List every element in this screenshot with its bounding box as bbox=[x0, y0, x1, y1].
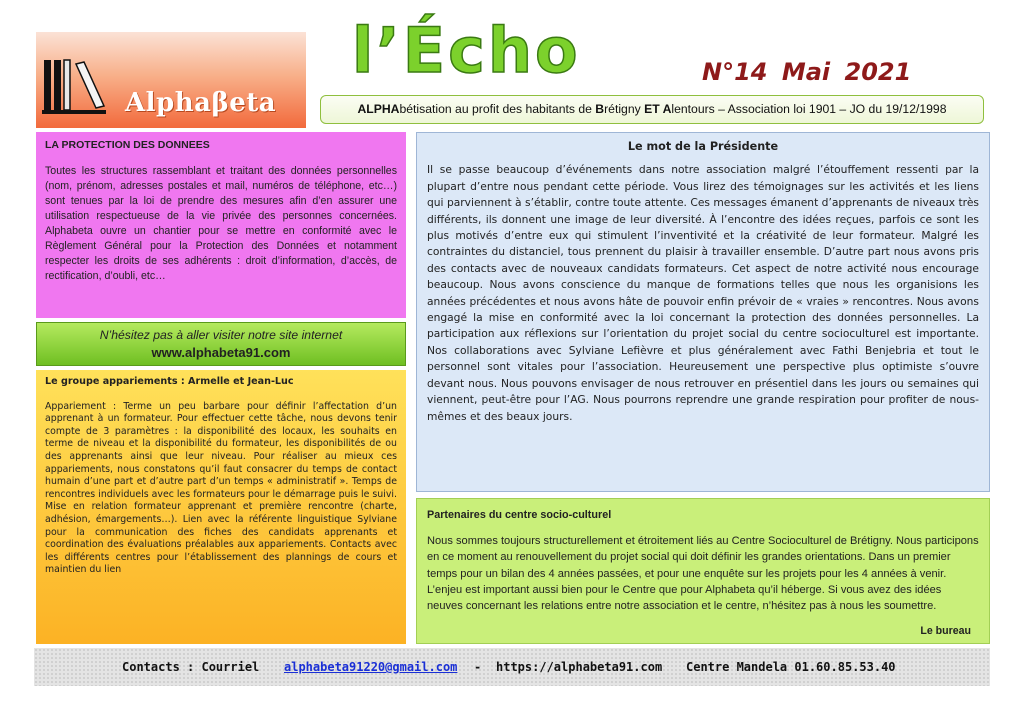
visit-website-banner bbox=[36, 322, 406, 366]
subtitle-part: lentours – Association loi 1901 – JO du 19/12/1998 bbox=[671, 102, 947, 116]
visit-text: N’hésitez pas à aller visiter notre site internet bbox=[99, 328, 343, 342]
subtitle-part: ET A bbox=[644, 102, 672, 116]
section-title: Partenaires du centre socio-culturel bbox=[427, 509, 612, 521]
issue-number: N°14 Mai 2021 bbox=[702, 58, 912, 86]
section-title: Le groupe appariements : Armelle et Jean-Luc bbox=[45, 376, 294, 387]
centre-phone: Centre Mandela 01.60.85.53.40 bbox=[686, 660, 896, 674]
president-message-section bbox=[416, 132, 990, 492]
partners-section bbox=[416, 498, 990, 644]
logo-text: Alphaβeta bbox=[125, 88, 277, 118]
website-url[interactable]: https://alphabeta91.com bbox=[496, 660, 663, 674]
subtitle-part: bétisation au profit des habitants de bbox=[399, 102, 596, 116]
section-text: Toutes les structures rassemblant et traitant des données personnelles (nom, prénom, adresses postales et mail, numéros de téléphone, etc…) sont tenues par la loi de prendre des mesures afin d’en assurer une utilisation respectueuse de la vie privée des personnes concernées. Alphabeta ouvre un chantier pour se mettre en conformité avec le Règlement Général pour la Protection des Données et notamment respecter les droits de ses adhérents : droit d’information, d’accès, de rectification, d’oubli, etc… bbox=[45, 165, 397, 282]
section-title: LA PROTECTION DES DONNEES bbox=[45, 139, 210, 151]
section-text: Nous sommes toujours structurellement et étroitement liés au Centre Socioculturel de Brétigny. Nous participons en ce moment au renouvellement du projet social qui doit définir les grandes orientations. Dans un premier temps pour un bilan des 4 années passées, et pour une enquête sur les projets pour les 4 années à venir. L’enjeu est important aussi bien pour le Centre que pour Alphabeta qu’il héberge. Si vous avez des idées neuves concernant les relations entre notre association et le centre, n’hésitez pas à nous les soumettre. bbox=[427, 535, 979, 613]
books-logo-icon bbox=[40, 56, 112, 116]
subtitle-part: B bbox=[595, 102, 605, 116]
section-text: Il se passe beaucoup d’événements dans notre association malgré l’étouffement ressenti par la plupart d’entre nous pendant cette période. Vous lirez des témoignages sur les activités et les liens qui parviennent à s’établir, contre toute attente. Ces messages émanent d’apprenants de niveaux très différents, ils donnent une image de leur diversité. À l’encontre des idées reçues, parfois ce sont les plus motivés d’entre eux qui stimulent l’inventivité et la créativité de leur formateur. Malgré les contraintes du distanciel, tous prennent du plaisir à travailler ensemble. D’autre part nous avons pris des contacts avec de nouveaux candidats formateurs. Cet aspect de notre activité nous encourage beaucoup. Nous avons conscience du manque de formations telles que nous les organisions les années précédentes et nous avons hâte de pouvoir enfin prévoir de « vraies » rencontres. Nous avons engagé la mise en conformité avec la loi concernant la protection des données personnelles. La participation aux réflexions sur l’orientation du projet social du centre socioculturel est importante. Nos collaborations avec Sylviane Lefièvre et plus généralement avec Fathi Benjebria et tout le personnel sont vitales pour l’association. Heureusement une perspective plus optimiste s’ouvre devant nous. Nous pouvons envisager de nous retrouver en présentiel dans les jours ou semaines qui viennent, peut-être pour l’AG. Nous pourrons reprendre une grande respiration pour profiter de nous-mêmes et des beaux jours. bbox=[427, 163, 979, 423]
subtitle-part: ALPHA bbox=[357, 102, 400, 116]
data-protection-section bbox=[36, 132, 406, 318]
website-link[interactable]: www.alphabeta91.com bbox=[151, 345, 291, 360]
footer-separator: - bbox=[474, 660, 482, 674]
association-subtitle bbox=[320, 95, 984, 124]
contacts-label: Contacts : Courriel bbox=[122, 660, 260, 674]
signature: Le bureau bbox=[920, 624, 971, 637]
email-link[interactable]: alphabeta91220@gmail.com bbox=[284, 660, 458, 674]
section-title: Le mot de la Présidente bbox=[627, 140, 779, 153]
contacts-footer bbox=[34, 648, 990, 686]
newsletter-title: l’Écho bbox=[352, 14, 581, 87]
section-text: Appariement : Terme un peu barbare pour définir l’affectation d’un apprenant à un formateur. Pour effectuer cette tâche, nous devons tenir compte de 3 paramètres : la disponibilité des locaux, les souhaits en terme de niveau et la disponibilité du formateur, les disponibilités de ou des apprenants ainsi que leur niveau. Pour réaliser au mieux ces appariements, nous constatons qu’il faut consacrer du temps de contact humain d’une part et d’autre part d’un temps « administratif ». Temps de rencontres individuels avec les formateurs pour le démarrage puis le suivi. Mise en relation formateur apprenant et première rencontre (charte, adhésion, émargements…). Lien avec la référente linguistique Sylviane pour la communication des fiches des candidats apprenants et coordination des évaluations préalables aux appariements. Contacts avec les différents centres pour l’établissement des plannings de cours et maintien du lien bbox=[45, 400, 397, 576]
pairing-group-section bbox=[36, 370, 406, 644]
subtitle-part: rétigny bbox=[604, 102, 645, 116]
